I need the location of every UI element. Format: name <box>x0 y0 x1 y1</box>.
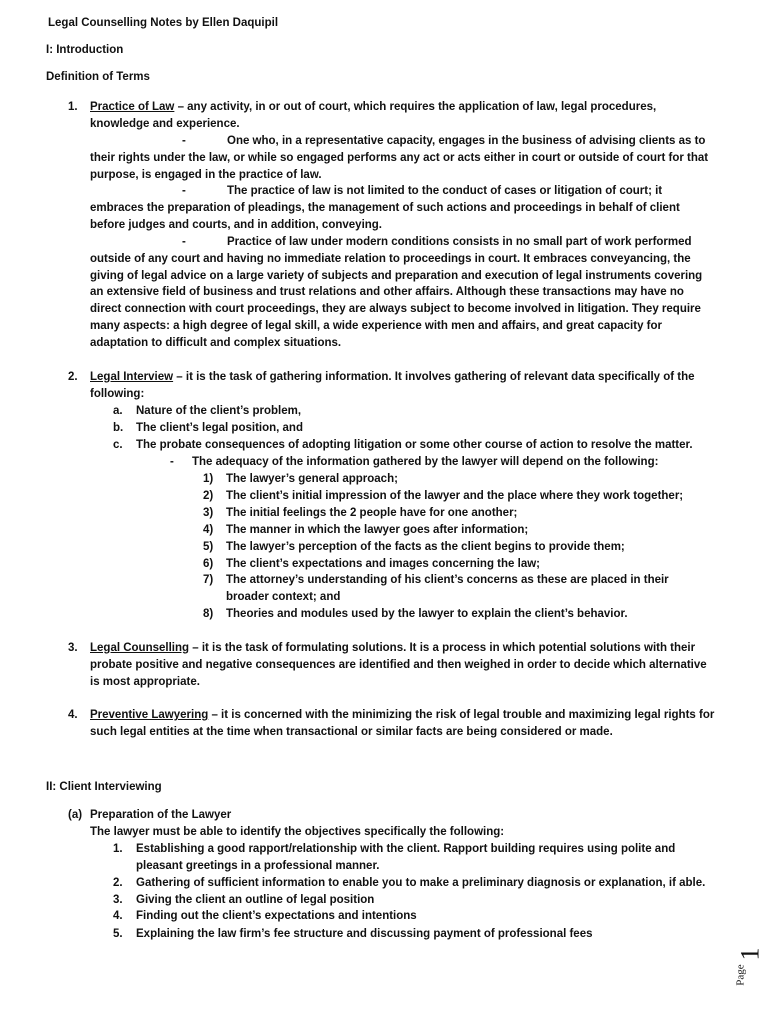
page-number: 1 <box>735 947 765 961</box>
section-2-heading: II: Client Interviewing <box>46 781 162 793</box>
item-2-text <box>90 369 718 403</box>
item-2-definition: – it is the task of gathering information. It involves gathering of relevant data specifically of the following: <box>90 371 695 400</box>
objective-2-text: Gathering of sufficient information to enable you to make a preliminary diagnosis or explanation, if able. <box>136 877 706 889</box>
item-3-term: Legal Counselling <box>90 642 190 654</box>
page-label: Page <box>734 964 747 986</box>
objective-5-number: 5. <box>113 928 123 940</box>
item-2-term: Legal Interview <box>90 371 174 383</box>
sub-a-letter: a. <box>113 405 123 417</box>
item-2-dash: - <box>170 456 174 468</box>
objective-1-number: 1. <box>113 843 123 855</box>
item-1-number: 1. <box>68 101 78 113</box>
item-1-dash-2: - <box>182 185 186 197</box>
objective-2-number: 2. <box>113 877 123 889</box>
sub-c-letter: c. <box>113 439 123 451</box>
item-2-number: 2. <box>68 371 78 383</box>
objective-4-number: 4. <box>113 910 123 922</box>
section-2a-intro: The lawyer must be able to identify the objectives specifically the following: <box>90 826 505 838</box>
factor-3-text: The initial feelings the 2 people have for one another; <box>226 507 518 519</box>
factor-6-number: 6) <box>203 558 214 570</box>
factor-1-number: 1) <box>203 473 214 485</box>
objective-4-text: Finding out the client’s expectations and intentions <box>136 910 417 922</box>
factor-2-number: 2) <box>203 490 214 502</box>
factor-6-text: The client’s expectations and images concerning the law; <box>226 558 540 570</box>
objective-1-text: Establishing a good rapport/relationship with the client. Rapport building requires using polite and pleasant greetings in a professional manner. <box>136 843 676 872</box>
item-4-definition: – it is concerned with the minimizing the risk of legal trouble and maximizing legal rights for such legal entities at the time when transactional or similar facts are being considered or made. <box>90 709 715 738</box>
item-3-text <box>90 640 715 690</box>
item-4-number: 4. <box>68 709 78 721</box>
sub-b-letter: b. <box>113 422 124 434</box>
item-3-number: 3. <box>68 642 78 654</box>
item-1-bullet-3: Practice of law under modern conditions consists in no small part of work performed outside of any court and having no immediate relation to proceedings in court. It embraces conveyancing, the giving of legal advice on a large variety of subjects and preparation and execution of legal instruments covering an extensive field of business and trust relations and other affairs. Although these transactions may have no direct connection with court proceedings, they are always subject to become involved in litigation. They require many aspects: a high degree of legal skill, a wide experience with men and affairs, and great capacity for adaptation to difficult and complex situations. <box>90 236 703 349</box>
item-1-bullet-2: The practice of law is not limited to the conduct of cases or litigation of court; it embraces the preparation of pleadings, the management of such actions and proceedings in behalf of client before judges and courts, and in addition, conveying. <box>90 185 680 231</box>
sub-c-text: The probate consequences of adopting litigation or some other course of action to resolve the matter. <box>136 439 693 451</box>
factor-8-text: Theories and modules used by the lawyer to explain the client’s behavior. <box>226 608 628 620</box>
sub-b-text: The client’s legal position, and <box>136 422 303 434</box>
item-1-definition: – any activity, in or out of court, which requires the application of law, legal procedures, knowledge and experience. <box>90 101 657 130</box>
item-1-dash-1: - <box>182 135 186 147</box>
section-2a-title: Preparation of the Lawyer <box>90 809 232 821</box>
item-4-term: Preventive Lawyering <box>90 709 209 721</box>
factor-8-number: 8) <box>203 608 214 620</box>
factor-7-text: The attorney’s understanding of his client’s concerns as these are placed in their broader context; and <box>226 574 669 603</box>
factor-7-number: 7) <box>203 574 214 586</box>
section-1-subheading: Definition of Terms <box>46 71 150 83</box>
sub-a-text: Nature of the client’s problem, <box>136 405 302 417</box>
factor-3-number: 3) <box>203 507 214 519</box>
item-1-text <box>90 99 710 133</box>
item-3-definition: – it is the task of formulating solutions. It is a process in which potential solutions with their probate positive and negative consequences are identified and then weighed in order to decide which alternative is most appropriate. <box>90 642 707 688</box>
objective-3-number: 3. <box>113 894 123 906</box>
item-1-bullet-1: One who, in a representative capacity, engages in the business of advising clients as to their rights under the law, or while so engaged performs any act or acts either in court or outside of court for that purpose, is engaged in the practice of law. <box>90 135 709 181</box>
page-number-footer <box>736 945 766 985</box>
factor-5-number: 5) <box>203 541 214 553</box>
item-2-dash-text: The adequacy of the information gathered by the lawyer will depend on the following: <box>192 456 659 468</box>
section-1-heading: I: Introduction <box>46 44 124 56</box>
document-title: Legal Counselling Notes by Ellen Daquipil <box>48 17 279 29</box>
factor-4-number: 4) <box>203 524 214 536</box>
objective-5-text: Explaining the law firm’s fee structure and discussing payment of professional fees <box>136 928 593 940</box>
item-4-text <box>90 707 720 741</box>
item-1-dash-3: - <box>182 236 186 248</box>
factor-1-text: The lawyer’s general approach; <box>226 473 398 485</box>
factor-2-text: The client’s initial impression of the lawyer and the place where they work together; <box>226 490 684 502</box>
factor-4-text: The manner in which the lawyer goes after information; <box>226 524 529 536</box>
factor-5-text: The lawyer’s perception of the facts as the client begins to provide them; <box>226 541 625 553</box>
section-2a-label: (a) <box>68 809 83 821</box>
objective-3-text: Giving the client an outline of legal position <box>136 894 375 906</box>
item-1-term: Practice of Law <box>90 101 175 113</box>
